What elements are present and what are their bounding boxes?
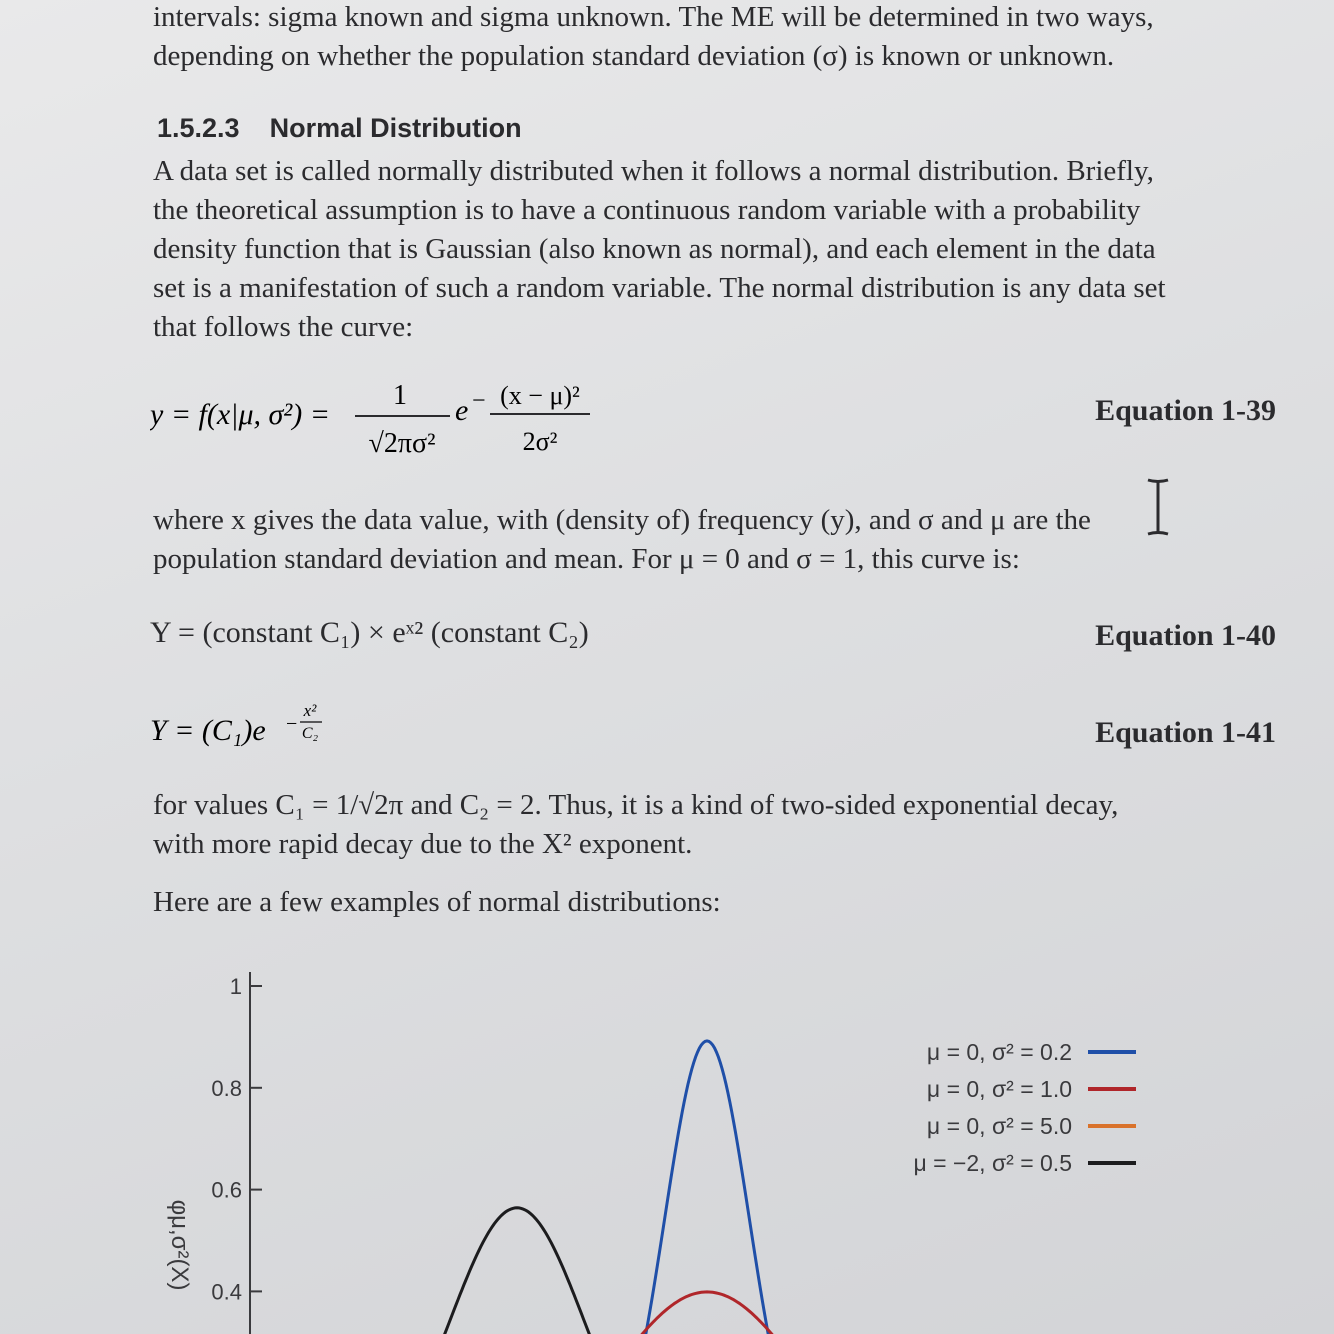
eq41-lhs: Y = (C₁)e (150, 714, 266, 747)
series-curve-2 (232, 1292, 1182, 1334)
eq39-exp-sign: − (472, 388, 486, 414)
eq39-denominator: √2πσ² (368, 428, 436, 459)
equation-label: Equation 1-39 (1095, 394, 1276, 427)
eq39-exp-denominator: 2σ² (522, 427, 558, 456)
section-heading (157, 113, 522, 144)
equation-1-41 (150, 700, 370, 760)
eq41-exp-denominator: C₂ (301, 725, 319, 742)
y-tick-label: 0.6 (211, 1177, 242, 1203)
legend-label: μ = 0, σ² = 1.0 (926, 1076, 1072, 1102)
text-cursor-icon (1143, 477, 1173, 537)
text-line: depending on whether the population standard deviation (σ) is known or unknown. (153, 40, 1115, 72)
legend-label: μ = 0, σ² = 0.2 (926, 1039, 1072, 1065)
y-tick-label: 0.4 (211, 1279, 242, 1305)
normal-distribution-chart (0, 960, 1334, 1334)
equation-1-40: Y = (constant C₁) × eˣ² (constant C₂) (150, 616, 589, 649)
section-number: 1.5.2.3 (157, 113, 240, 143)
y-tick-label: 0.8 (211, 1075, 242, 1101)
equation-1-39 (150, 372, 630, 462)
section-title: Normal Distribution (269, 113, 522, 143)
text-line: Here are a few examples of normal distributions: (153, 886, 721, 918)
y-axis-label: φμ,σ²(X) (166, 1199, 193, 1291)
text-line: intervals: sigma known and sigma unknown. The ME will be determined in two ways, (153, 1, 1154, 33)
intro-paragraph (153, 0, 1278, 76)
text-line: density function that is Gaussian (also known as normal), and each element in the data (153, 233, 1156, 265)
equation-label: Equation 1-40 (1095, 619, 1276, 652)
paragraph-normal-distribution (153, 152, 1278, 347)
eq39-numerator: 1 (393, 380, 407, 411)
eq39-exp-numerator: (x − μ)² (500, 381, 580, 410)
text-line: the theoretical assumption is to have a continuous random variable with a probability (153, 194, 1141, 226)
text-line: with more rapid decay due to the X² exponent. (153, 828, 693, 860)
series-curve-4 (232, 1208, 1182, 1334)
eq41-exp-sign: − (286, 713, 298, 735)
text-line: for values C₁ = 1/√2π and C₂ = 2. Thus, it is a kind of two-sided exponential decay, (153, 789, 1119, 821)
eq39-lhs: y = f(x|μ, σ²) = (150, 398, 331, 431)
eq41-exp-numerator: x² (303, 701, 317, 720)
text-line: A data set is called normally distributed when it follows a normal distribution. Briefly, (153, 155, 1154, 187)
legend-label: μ = −2, σ² = 0.5 (913, 1150, 1072, 1176)
text-line: that follows the curve: (153, 311, 414, 343)
y-tick-label: 1 (229, 974, 242, 999)
paragraph-decay (153, 786, 1278, 864)
equation-label: Equation 1-41 (1095, 716, 1276, 749)
text-line: set is a manifestation of such a random variable. The normal distribution is any data set (153, 272, 1166, 304)
paragraph-examples-intro (153, 883, 1278, 922)
text-line: where x gives the data value, with (density of) frequency (y), and σ and μ are the (153, 504, 1091, 536)
legend-label: μ = 0, σ² = 5.0 (926, 1113, 1072, 1139)
eq39-base: e (455, 394, 469, 427)
paragraph-definitions (153, 501, 1278, 579)
text-line: population standard deviation and mean. For μ = 0 and σ = 1, this curve is: (153, 543, 1020, 575)
